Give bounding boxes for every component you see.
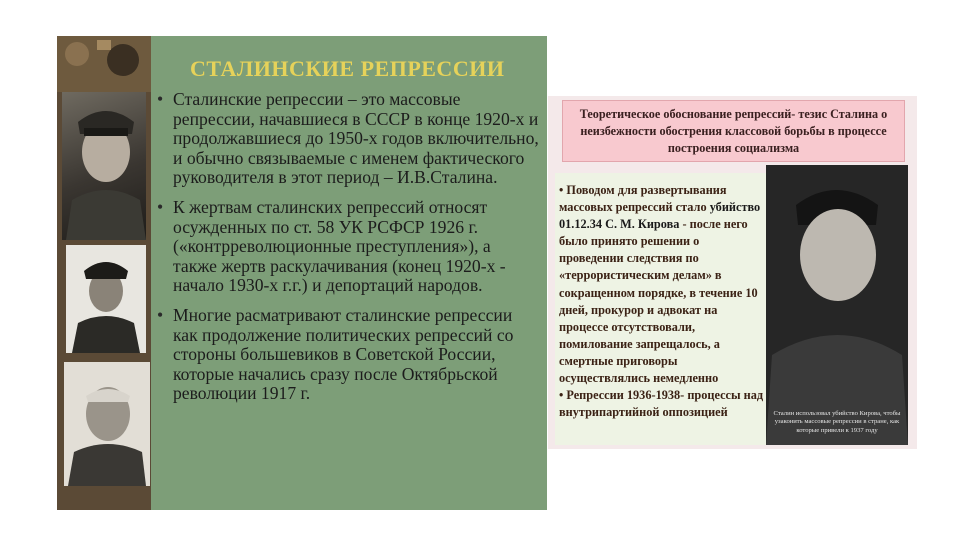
right-text-highlight: убийство 01.12.34 С. М. Кирова (559, 200, 761, 232)
portrait-caption: Сталин использовал убийство Кирова, чтобы узаконить массовые репрессии в стране, как которые привели к 1937 году (773, 410, 901, 434)
bullet-glyph: • (157, 196, 164, 217)
list-item (155, 198, 539, 296)
list-item (155, 306, 539, 404)
bullet-text: Сталинские репрессии – это массовые репрессии, начавшиеся в СССР в конце 1920-х и продолжавшиеся до 1950-х годов включительно, и обычно связываемые с именем фактического руководителя в этот период – И.В.Сталина. (173, 89, 539, 188)
right-text-part-2: - после него было принято решении о проведении следствия по «террористическим делам» в сокращенном порядке, в течение 10 дней, прокурор и адвокат на процессе отсутствовали, помилование запрещалось, а смертные приговоры осуществлялись немедленно (559, 217, 758, 386)
bullet-text: К жертвам сталинских репрессий относят осужденных по ст. 58 УК РСФСР 1926 г. («контрреволюционные преступления»), а также жертв раскулачивания (конец 1920-х - начало 1930-х г.г.) и депортаций народов. (173, 196, 506, 296)
bullet-list (155, 90, 539, 414)
right-text-part-3: • Репрессии 1936-1938- процессы над внутрипартийной оппозицией (559, 388, 764, 420)
right-text (559, 182, 765, 421)
right-text-part-1: • Поводом для развертывания массовых репрессий стало (559, 183, 727, 215)
list-item (155, 90, 539, 188)
decorative-pattern (57, 36, 151, 92)
portrait-photo-3 (64, 362, 150, 486)
slide-title: СТАЛИНСКИЕ РЕПРЕССИИ (190, 56, 505, 81)
right-header: Теоретическое обоснование репрессий- тезис Сталина о неизбежности обострения классовой борьбы в процессе построения социализма (562, 100, 905, 162)
portrait-photo-1 (62, 92, 146, 240)
portrait-photo-2 (66, 245, 146, 353)
bullet-text: Многие расматривают сталинские репрессии как продолжение политических репрессий со стороны большевиков в Советской России, которые начались сразу после Октябрьской революции 1917 г. (173, 304, 514, 404)
kirov-portrait-photo (766, 165, 908, 445)
bullet-glyph: • (157, 304, 164, 325)
bullet-glyph: • (157, 89, 164, 109)
